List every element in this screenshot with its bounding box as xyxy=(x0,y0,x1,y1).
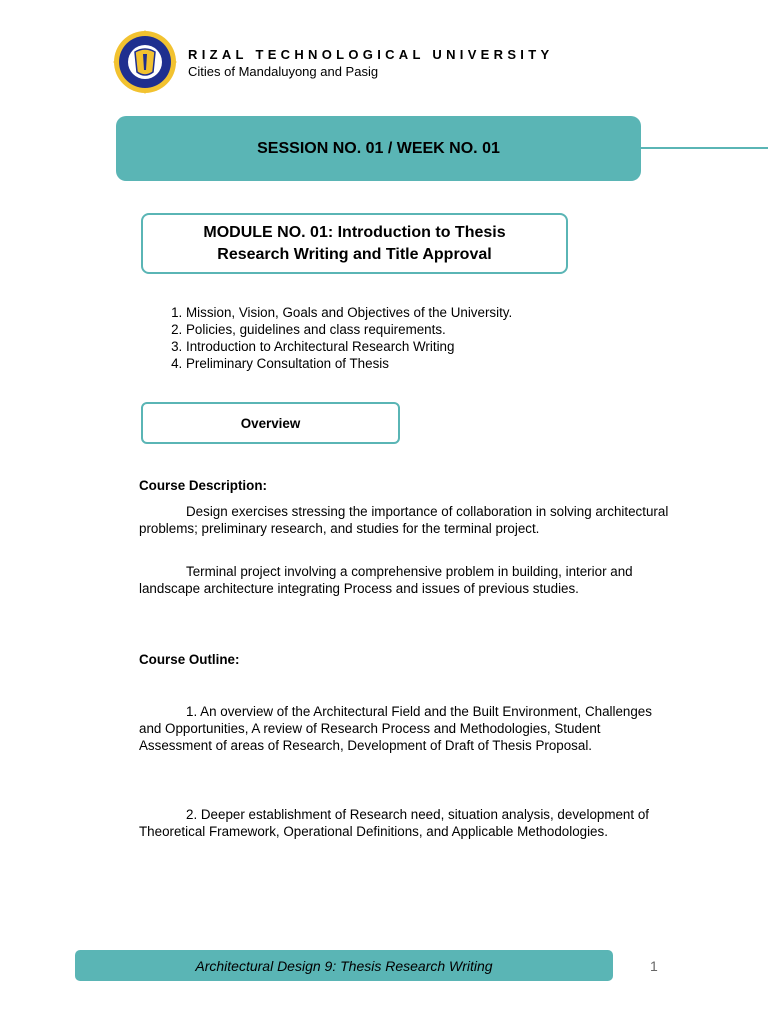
session-title: SESSION NO. 01 / WEEK NO. 01 xyxy=(257,139,500,157)
course-description-paragraph-2: Terminal project involving a comprehensive problem in building, interior and landscape architecture integrating Process and issues of previous studies. xyxy=(139,564,633,596)
course-outline-heading: Course Outline: xyxy=(139,652,240,667)
session-banner xyxy=(116,116,641,181)
course-outline-item-1: 1. An overview of the Architectural Field and the Built Environment, Challenges and Opportunities, A review of Research Process and Methodologies, Student Assessment of areas of Research, Development of Draft of Thesis Proposal. xyxy=(139,704,652,753)
module-title-line-2: Research Writing and Title Approval xyxy=(217,245,492,263)
overview-label: Overview xyxy=(240,415,301,431)
list-item: 2. Policies, guidelines and class requirements. xyxy=(186,321,512,338)
page-number: 1 xyxy=(650,958,658,974)
university-name: RIZAL TECHNOLOGICAL UNIVERSITY xyxy=(188,47,554,62)
course-outline-item-2: 2. Deeper establishment of Research need, situation analysis, development of Theoretical Framework, Operational Definitions, and Applicable Methodologies. xyxy=(139,807,649,839)
session-divider-line xyxy=(641,147,768,149)
footer-title: Architectural Design 9: Thesis Research Writing xyxy=(195,957,493,974)
list-item: 1. Mission, Vision, Goals and Objectives of the University. xyxy=(186,304,512,321)
list-item: 4. Preliminary Consultation of Thesis xyxy=(186,355,512,372)
list-item: 3. Introduction to Architectural Research Writing xyxy=(186,338,512,355)
module-title-box xyxy=(141,213,568,274)
module-topics-list xyxy=(162,304,512,372)
university-location: Cities of Mandaluyong and Pasig xyxy=(188,64,379,79)
module-title-line-1: MODULE NO. 01: Introduction to Thesis xyxy=(203,223,506,241)
course-description-heading: Course Description: xyxy=(139,478,267,493)
footer-bar xyxy=(75,950,613,981)
course-description-paragraph-1: Design exercises stressing the importance of collaboration in solving architectural problems; preliminary research, and studies for the terminal project. xyxy=(139,504,669,536)
overview-box xyxy=(141,402,400,444)
university-seal-icon xyxy=(113,30,177,94)
